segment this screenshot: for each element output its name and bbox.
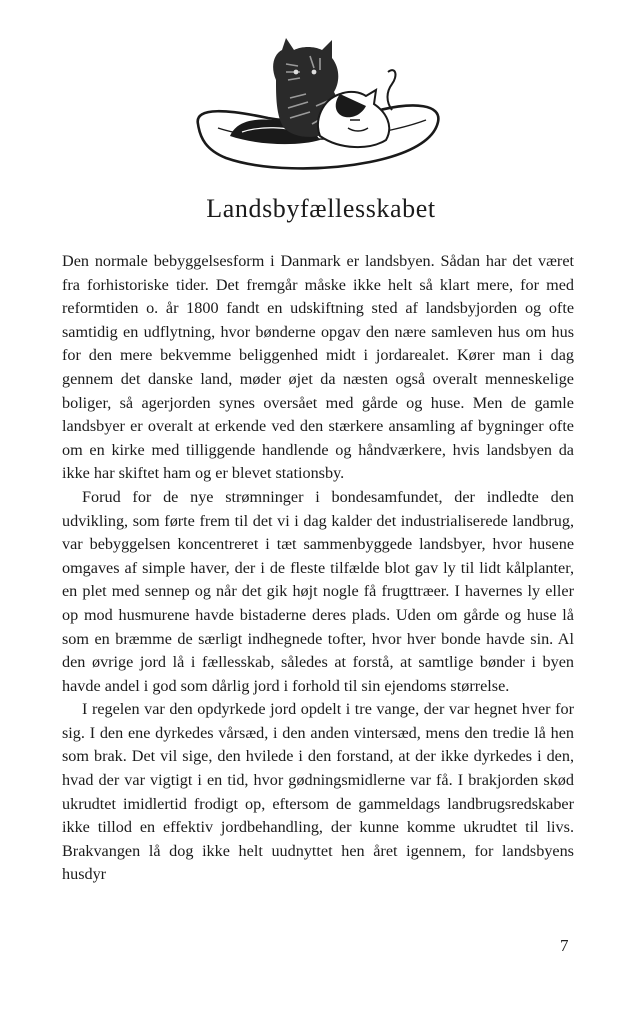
paragraph-2: Forud for de nye strømninger i bondesamfundet, der indledte den udvikling, som førte frem til det vi i dag kalder det industrialiserede landbrug, var bebyggelsen koncentreret i tæt sammenbyggede landsbyer, hvor husene omgaves af simple haver, der i de fleste tilfælde blot gav ly til lidt kålplanter, en plet med sennep og når det gik højt nogle få frugttræer. I havernes ly eller op mod husmurene havde bistaderne deres plads. Uden om gårde og huse lå som en bræmme de særligt indhegnede tofter, hvor hver bonde havde sin. Al den øvrige jord lå i fællesskab, således at forstå, at samtlige bønder i byen havde andel i god som dårlig jord i forhold til sin ejendoms størrelse. — [62, 487, 574, 695]
body-text — [62, 250, 574, 887]
paragraph-1: Den normale bebyggelsesform i Danmark er landsbyen. Sådan har det været fra forhistoriske tider. Det fremgår måske ikke helt så klart mere, for med reformtiden o. år 1800 fandt en udskiftning sted af landsbyjorden og ofte samtidig en udflytning, hvor bønderne opgav den nære samleven hus om hus for den mere bekvemme beliggenhed midt i jordarealet. Kører man i dag gennem det danske land, møder øjet da næsten også overalt menneskelige boliger, så agerjorden synes oversået med gårde og huse. Men de gamle landsbyer er overalt at erkende ved den stærkere ansamling af bygninger ofte om en kirke med tilliggende handlende og håndværkere, hvis landsbyen da ikke har skiftet ham og er blevet stationsby. — [62, 252, 574, 483]
kitten-eye-right — [312, 70, 317, 75]
kitten-tail — [388, 70, 396, 110]
kittens-in-hat-illustration — [190, 36, 446, 174]
paragraph-3: I regelen var den opdyrkede jord opdelt i tre vange, der var hegnet hver for sig. I den ene dyrkedes vårsæd, i den anden vintersæd, mens den tredie lå hen som brak. Det vil sige, den hvilede i den forstand, at der ikke dyrkedes i den, hvad der var vigtigt i en tid, hvor gødningsmidlerne var få. I brakjorden skød ukrudtet imidlertid frodigt op, eftersom de gammeldags landbrugsredskaber ikke tillod en effektiv jordbehandling, der kunne komme ukrudtet til livs. Brakvangen lå dog ikke helt uudnyttet hen året igennem, for landsbyens husdyr — [62, 700, 574, 884]
chapter-title: Landsbyfællesskabet — [206, 194, 436, 223]
page-number: 7 — [560, 936, 569, 955]
kitten-eye-left — [294, 70, 299, 75]
